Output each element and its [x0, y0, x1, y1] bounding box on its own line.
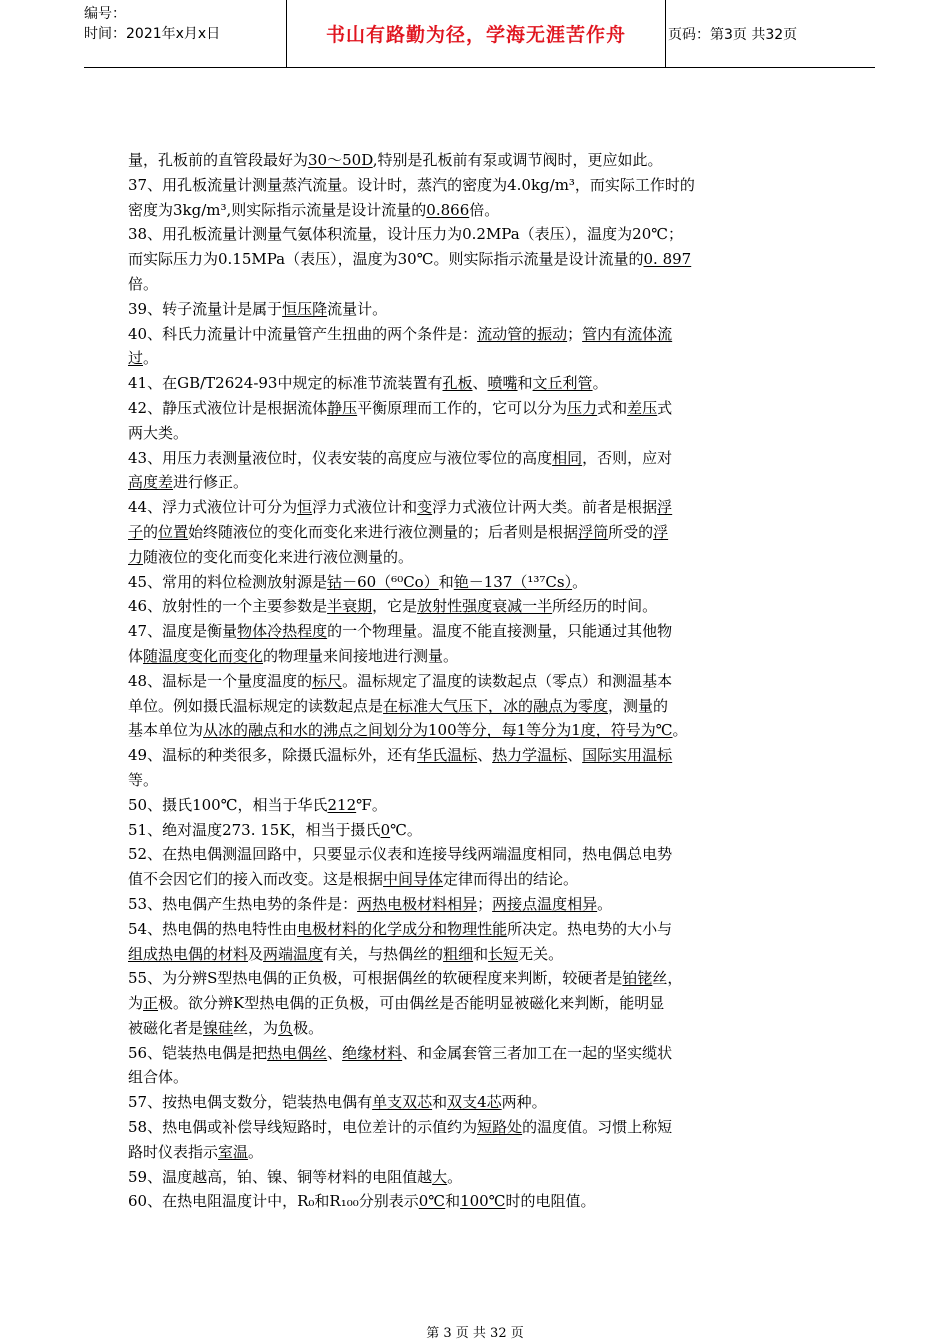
text-line [128, 1065, 840, 1090]
text-segment: 46、放射性的一个主要参数是 [128, 597, 328, 616]
text-segment: 被磁化者是 [128, 1018, 204, 1037]
answer-blank: 力 [128, 547, 144, 566]
answer-blank: 放射性强度衰减一半 [417, 597, 553, 616]
text-segment: 和 [445, 1192, 461, 1211]
text-segment: 47、温度是衡量 [128, 622, 238, 641]
text-segment: 始终随液位的变化而变化来进行液位测量的；后者则是根据 [188, 522, 579, 541]
text-line [128, 371, 840, 396]
answer-blank: 恒压降 [282, 299, 328, 318]
text-segment: 倍。 [469, 200, 500, 219]
answer-blank: 浮 [657, 498, 673, 517]
text-segment: 58、热电偶或补偿导线短路时，电位差计的示值约为 [128, 1118, 478, 1137]
text-segment: 56、铠装热电偶是把 [128, 1043, 268, 1062]
text-segment: 倍。 [128, 274, 159, 293]
answer-blank: 绝缘材料 [342, 1043, 403, 1062]
text-segment: 随液位的变化而变化来进行液位测量的。 [143, 547, 414, 566]
answer-blank: 正 [143, 994, 159, 1013]
text-segment: 值不会因它们的接入而改变。这是根据 [128, 870, 384, 889]
text-segment: 所经历的时间。 [552, 597, 658, 616]
text-segment: 。 [143, 349, 159, 368]
text-segment: 两大类。 [128, 423, 189, 442]
document-number: 编号： [84, 6, 126, 22]
page-header [84, 0, 875, 68]
answer-blank: 差压 [627, 398, 658, 417]
answer-blank: 浮 [653, 522, 669, 541]
text-segment: 51、绝对温度273. 15K，相当于摄氏 [128, 820, 381, 839]
text-line [128, 644, 840, 669]
text-segment: ℃。 [390, 820, 422, 839]
text-line [128, 570, 840, 595]
text-segment: ，它是 [372, 597, 418, 616]
answer-blank: 铂铑 [622, 969, 653, 988]
text-line [128, 346, 840, 371]
text-line [128, 1016, 840, 1041]
text-segment: ； [567, 324, 583, 343]
answer-blank: 压力 [567, 398, 598, 417]
text-line [128, 421, 840, 446]
answer-blank: 钴－60（⁶⁰Co） [327, 572, 439, 591]
text-segment: 式 [657, 398, 673, 417]
text-segment: 有关，与热偶丝的 [323, 944, 444, 963]
text-segment: 。 [592, 374, 608, 393]
text-segment: 50、摄氏100℃，相当于华氏 [128, 795, 328, 814]
answer-blank: 随温度变化而变化 [143, 646, 264, 665]
text-line [128, 892, 840, 917]
text-line [128, 495, 840, 520]
text-segment: 60、在热电阻温度计中，R₀和R₁₀₀分别表示 [128, 1192, 419, 1211]
text-segment: 为 [128, 994, 144, 1013]
answer-blank: 华氏温标 [417, 746, 478, 765]
text-segment: 39、转子流量计是属于 [128, 299, 283, 318]
text-line [128, 148, 840, 173]
text-segment: 48、温标是一个量度温度的 [128, 671, 313, 690]
text-segment: 的一个物理量。温度不能直接测量，只能通过其他物 [327, 622, 673, 641]
text-line [128, 594, 840, 619]
text-segment: 40、科氏力流量计中流量管产生扭曲的两个条件是： [128, 324, 478, 343]
text-line [128, 297, 840, 322]
text-segment: 55、为分辨S型热电偶的正负极，可根据偶丝的软硬程度来判断，较硬者是 [128, 969, 623, 988]
answer-blank: 在标准大气压下，冰的融点为零度 [383, 696, 609, 715]
answer-blank: 相同 [552, 448, 583, 467]
text-segment: 组合体。 [128, 1068, 189, 1087]
text-segment: ℉。 [356, 795, 387, 814]
text-segment: 、 [567, 746, 583, 765]
answer-blank: 镍硅 [203, 1018, 234, 1037]
answer-blank: 0 [380, 820, 391, 839]
text-segment: 基本单位为 [128, 721, 204, 740]
answer-blank: 铯－137（¹³⁷Cs） [453, 572, 573, 591]
text-line [128, 1090, 840, 1115]
answer-blank: 浮筒 [578, 522, 609, 541]
text-segment: 。 [597, 894, 613, 913]
answer-blank: 热力学温标 [492, 746, 568, 765]
text-segment: 44、浮力式液位计可分为 [128, 498, 298, 517]
text-segment: 43、用压力表测量液位时，仪表安装的高度应与液位零位的高度 [128, 448, 553, 467]
text-segment: ，测量的 [608, 696, 669, 715]
text-segment: 所受的 [608, 522, 654, 541]
answer-blank: 单支双芯 [372, 1093, 433, 1112]
text-line [128, 520, 840, 545]
text-segment: 。温标规定了温度的读数起点（零点）和测温基本 [342, 671, 673, 690]
answer-blank: 0.866 [426, 200, 470, 219]
text-segment: 式和 [597, 398, 628, 417]
text-segment: 、 [327, 1043, 343, 1062]
answer-blank: 两端温度 [263, 944, 324, 963]
text-line [128, 793, 840, 818]
answer-blank: 半衰期 [327, 597, 373, 616]
answer-blank: 大 [432, 1167, 448, 1186]
text-segment: 38、用孔板流量计测量气氨体积流量，设计压力为0.2MPa（表压），温度为20℃； [128, 225, 684, 244]
answer-blank: 212 [327, 795, 357, 814]
text-segment: 浮力式液位计和 [312, 498, 418, 517]
answer-blank: 双支4芯 [447, 1093, 502, 1112]
answer-blank: 文丘利管 [532, 374, 593, 393]
text-line [128, 942, 840, 967]
text-segment: 的物理量来间接地进行测量。 [263, 646, 459, 665]
header-page-number: 页码：第3页 共32页 [668, 26, 798, 43]
text-segment: 。 [447, 1167, 463, 1186]
text-line [128, 818, 840, 843]
text-segment: 丝，为 [233, 1018, 279, 1037]
text-line [128, 272, 840, 297]
text-segment: ； [477, 894, 493, 913]
text-segment: ，否则，应对 [582, 448, 673, 467]
text-line [128, 1140, 840, 1165]
text-segment: 的温度值。习惯上称短 [522, 1118, 673, 1137]
answer-blank: 负 [278, 1018, 294, 1037]
text-line [128, 743, 840, 768]
answer-blank: 热电偶丝 [267, 1043, 328, 1062]
answer-blank: 子 [128, 522, 144, 541]
text-segment: ,特别是孔板前有泵或调节阀时，更应如此。 [372, 151, 663, 169]
text-line [128, 247, 840, 272]
text-segment: 41、在GB/T2624-93中规定的标准节流装置有 [128, 374, 443, 393]
answer-blank: 静压 [327, 398, 358, 417]
text-line [128, 446, 840, 471]
text-line [128, 1189, 840, 1214]
text-segment: 量，孔板前的直管段最好为 [128, 151, 309, 169]
text-segment: 和 [517, 374, 533, 393]
text-segment: 及 [248, 944, 264, 963]
text-segment: 和 [438, 572, 454, 591]
text-line [128, 917, 840, 942]
text-line [128, 718, 840, 743]
answer-blank: 物体冷热程度 [237, 622, 328, 641]
text-segment: 流量计。 [327, 299, 388, 318]
answer-blank: 短路处 [477, 1118, 523, 1137]
answer-blank: 两接点温度相异 [492, 894, 598, 913]
text-segment: 45、常用的料位检测放射源是 [128, 572, 328, 591]
text-segment: 42、静压式液位计是根据流体 [128, 398, 328, 417]
text-line [128, 222, 840, 247]
text-line [128, 991, 840, 1016]
text-segment: 59、温度越高，铂、镍、铜等材料的电阻值越 [128, 1167, 433, 1186]
text-segment: 丝， [652, 969, 683, 988]
answer-blank: 标尺 [312, 671, 343, 690]
text-segment: 和 [432, 1093, 448, 1112]
text-segment: 37、用孔板流量计测量蒸汽流量。设计时，蒸汽的密度为4.0kg/m³，而实际工作时的 [128, 175, 695, 194]
text-line [128, 470, 840, 495]
text-line [128, 545, 840, 570]
text-line [128, 842, 840, 867]
text-segment: 单位。例如摄氏温标规定的读数起点是 [128, 696, 384, 715]
answer-blank: 组成热电偶的材料 [128, 944, 249, 963]
text-segment: 体 [128, 646, 144, 665]
text-line [128, 768, 840, 793]
text-segment: 极。欲分辨K型热电偶的正负极，可由偶丝是否能明显被磁化来判断，能明显 [158, 994, 665, 1013]
text-line [128, 619, 840, 644]
text-line [128, 396, 840, 421]
text-segment: 等。 [128, 770, 159, 789]
text-line [128, 966, 840, 991]
text-segment: 时的电阻值。 [505, 1192, 596, 1211]
answer-blank: 两热电极材料相异 [357, 894, 478, 913]
text-segment: 、 [472, 374, 488, 393]
answer-blank: 长短 [488, 944, 519, 963]
text-line [128, 669, 840, 694]
text-segment: 而实际压力为0.15MPa（表压），温度为30℃。则实际指示流量是设计流量的 [128, 250, 644, 269]
document-body [128, 148, 840, 1214]
header-motto: 书山有路勤为径，学海无涯苦作舟 [286, 0, 666, 67]
text-line [128, 867, 840, 892]
document-date: 时间：2021年x月x日 [84, 26, 221, 42]
text-segment: 。 [672, 721, 688, 740]
text-segment: 、 [477, 746, 493, 765]
text-segment: 进行修正。 [173, 473, 249, 492]
text-segment: 路时仪表指示 [128, 1142, 219, 1161]
answer-blank: 喷嘴 [487, 374, 518, 393]
answer-blank: 孔板 [442, 374, 473, 393]
text-segment: 、和金属套管三者加工在一起的坚实缆状 [402, 1043, 673, 1062]
answer-blank: 30～50D [308, 151, 373, 169]
text-line [128, 198, 840, 223]
answer-blank: 过 [128, 349, 144, 368]
answer-blank: 国际实用温标 [582, 746, 673, 765]
text-line [128, 1041, 840, 1066]
text-line [128, 173, 840, 198]
page-footer: 第 3 页 共 32 页 [426, 1326, 524, 1341]
header-left [84, 0, 286, 71]
text-line [128, 1115, 840, 1140]
text-segment: 定律而得出的结论。 [443, 870, 579, 889]
text-line [128, 694, 840, 719]
text-segment: 的 [143, 522, 159, 541]
text-segment: 和 [473, 944, 489, 963]
text-segment: 浮力式液位计两大类。前者是根据 [432, 498, 658, 517]
answer-blank: 流动管的振动 [477, 324, 568, 343]
text-segment: 49、温标的种类很多，除摄氏温标外，还有 [128, 746, 418, 765]
answer-blank: 变 [417, 498, 433, 517]
text-line [128, 1165, 840, 1190]
text-segment: 无关。 [518, 944, 564, 963]
answer-blank: 恒 [297, 498, 313, 517]
answer-blank: 中间导体 [383, 870, 444, 889]
answer-blank: 管内有流体流 [582, 324, 673, 343]
answer-blank: 0. 897 [643, 250, 692, 269]
text-segment: 54、热电偶的热电特性由 [128, 919, 298, 938]
answer-blank: 从冰的融点和水的沸点之间划分为100等分，每1等分为1度，符号为℃ [203, 721, 673, 740]
answer-blank: 位置 [158, 522, 189, 541]
text-segment: 52、在热电偶测温回路中，只要显示仪表和连接导线两端温度相同，热电偶总电势 [128, 845, 673, 864]
answer-blank: 粗细 [443, 944, 474, 963]
text-segment: 57、按热电偶支数分，铠装热电偶有 [128, 1093, 373, 1112]
text-segment: 密度为3kg/m³,则实际指示流量是设计流量的 [128, 200, 427, 219]
text-segment: 极。 [293, 1018, 324, 1037]
answer-blank: 100℃ [460, 1192, 506, 1211]
answer-blank: 电极材料的化学成分和物理性能 [297, 919, 508, 938]
text-segment: 。 [572, 572, 588, 591]
answer-blank: 室温 [218, 1142, 249, 1161]
text-segment: 。 [248, 1142, 264, 1161]
text-segment: 53、热电偶产生热电势的条件是： [128, 894, 358, 913]
answer-blank: 0℃ [418, 1192, 446, 1211]
text-segment: 两种。 [501, 1093, 547, 1112]
text-line [128, 322, 840, 347]
text-segment: 所决定。热电势的大小与 [507, 919, 673, 938]
answer-blank: 高度差 [128, 473, 174, 492]
text-segment: 平衡原理而工作的，它可以分为 [357, 398, 568, 417]
